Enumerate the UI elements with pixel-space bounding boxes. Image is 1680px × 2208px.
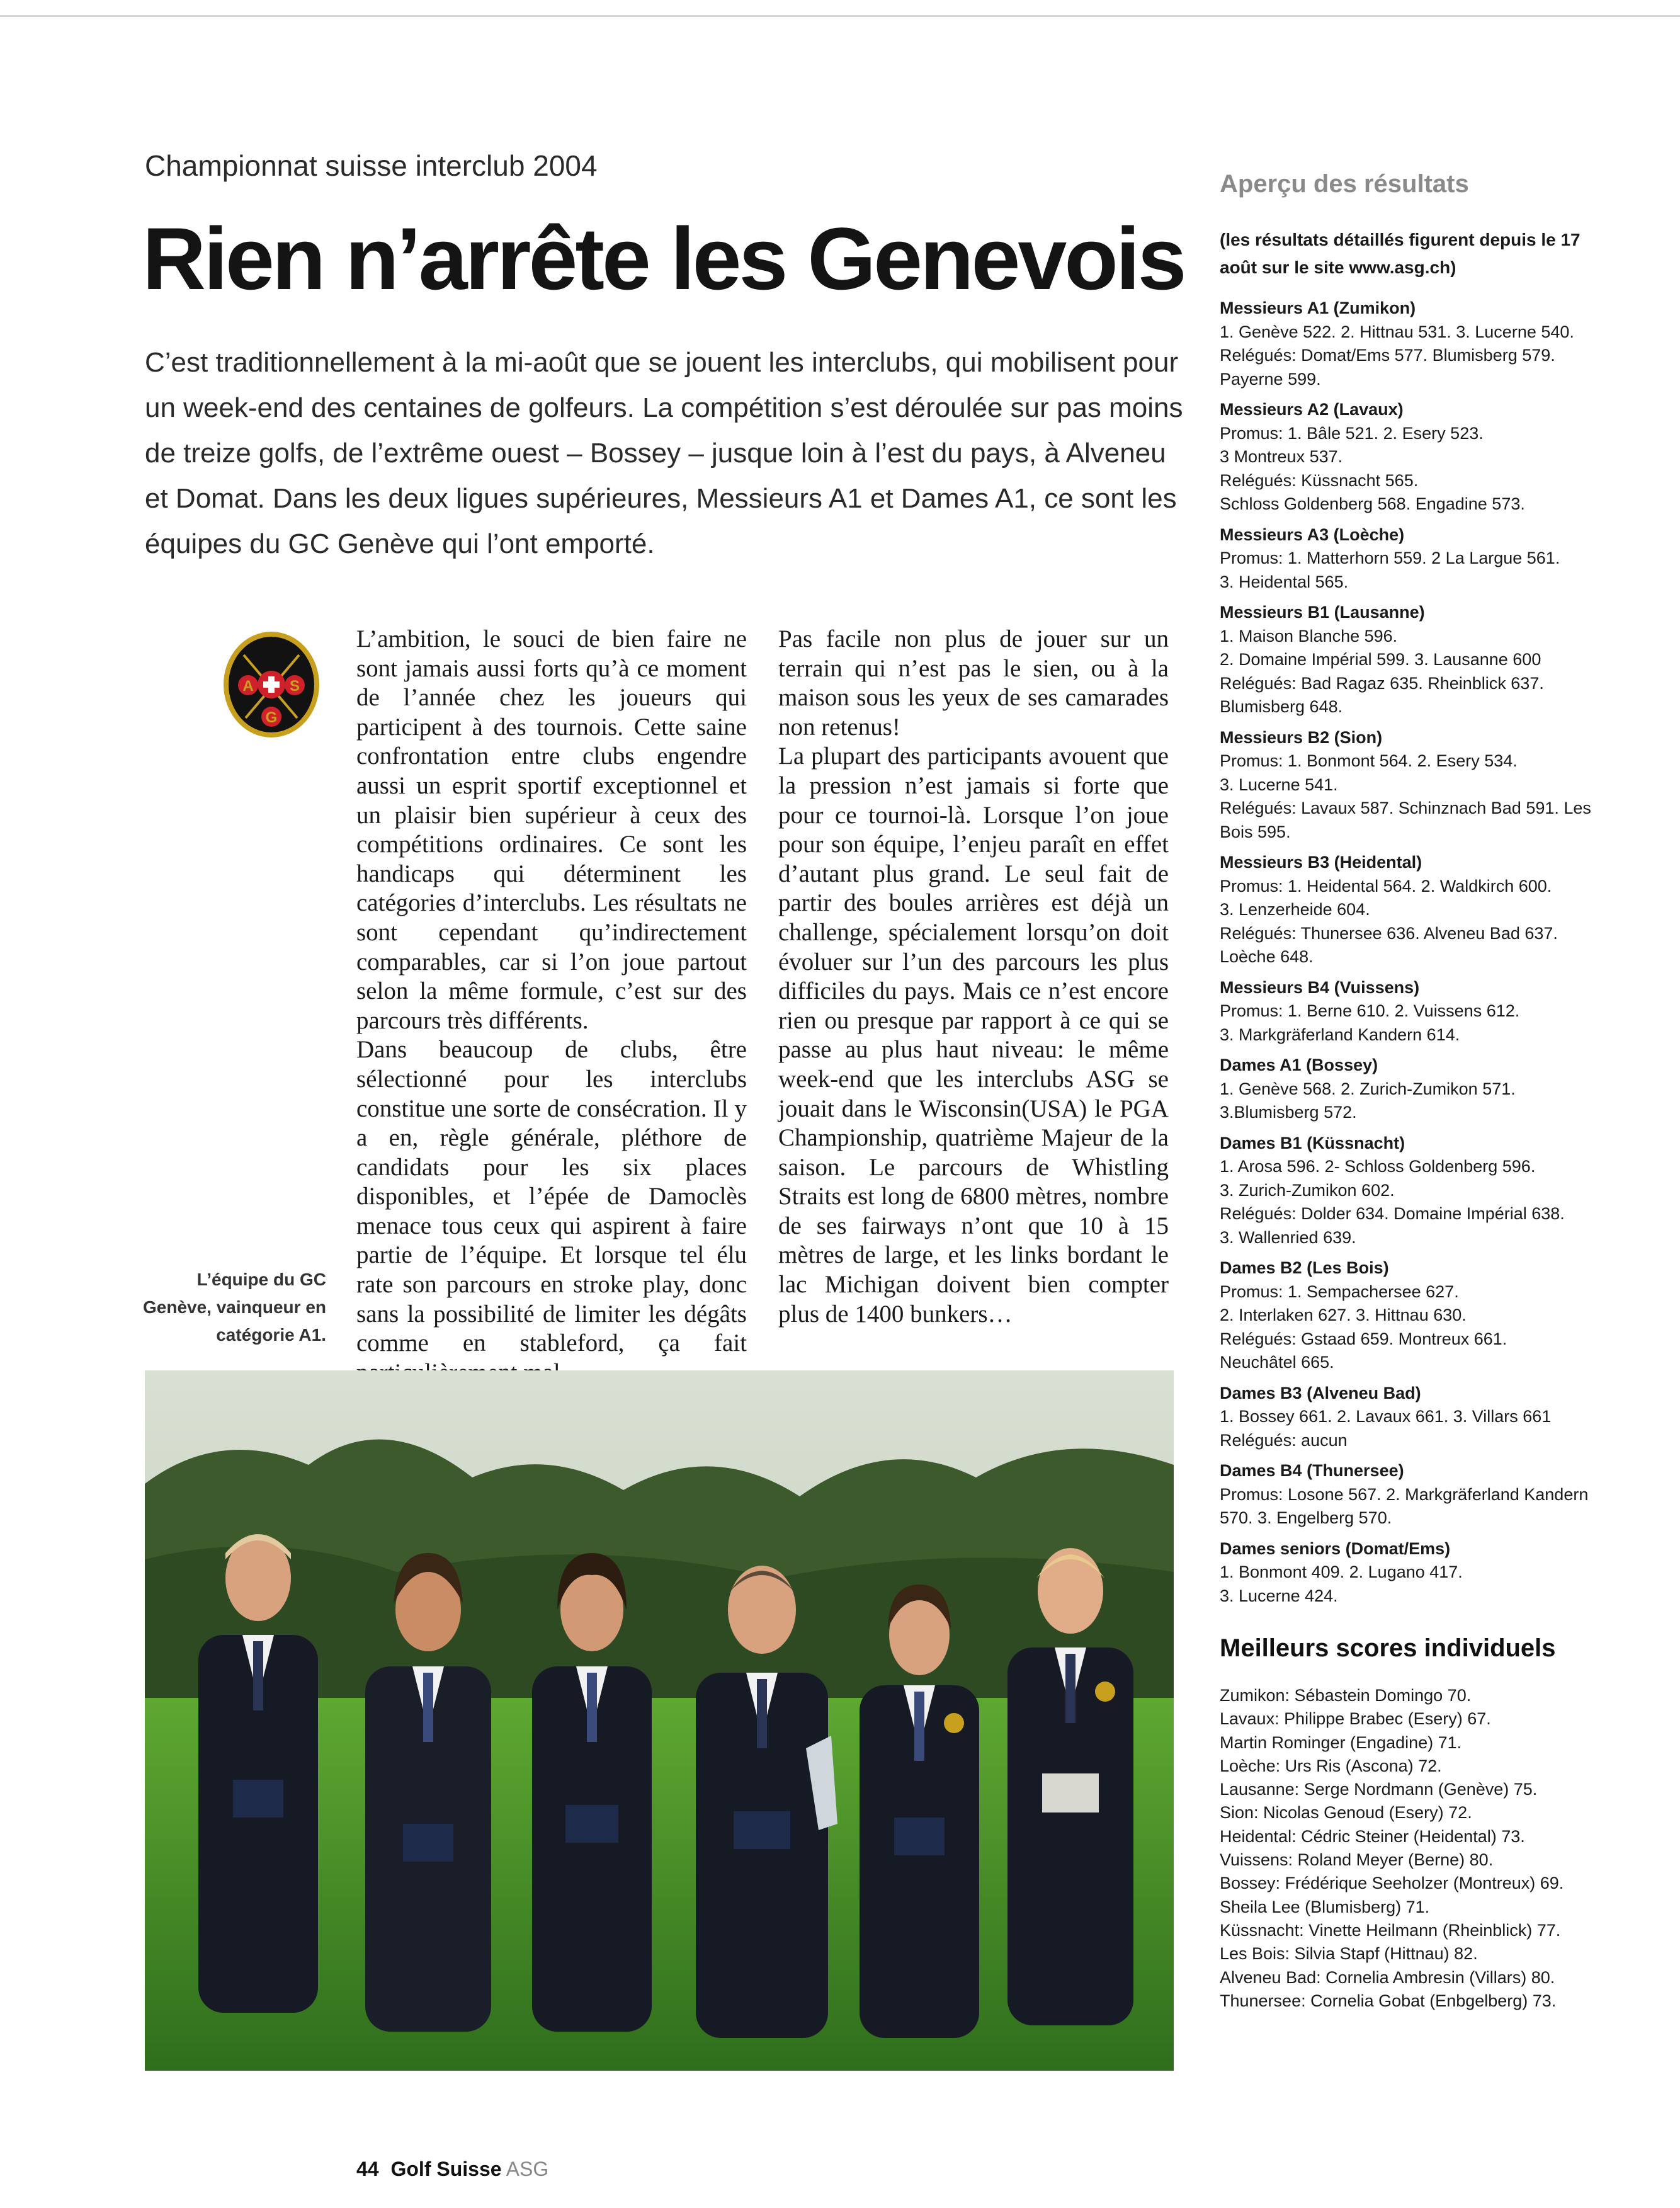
score-line: Les Bois: Silvia Stapf (Hittnau) 82.: [1220, 1944, 1478, 1964]
result-category: Messieurs A2 (Lavaux): [1220, 400, 1404, 419]
scores-list: [1220, 1684, 1610, 2013]
result-line: Relégués: Dolder 634. Domaine Impérial 638.: [1220, 1204, 1565, 1223]
result-category: Dames B3 (Alveneu Bad): [1220, 1383, 1421, 1403]
result-line: Promus: 1. Matterhorn 559. 2 La Largue 561.: [1220, 549, 1560, 567]
result-line: Promus: 1. Bâle 521. 2. Esery 523.: [1220, 423, 1484, 443]
result-line: Payerne 599.: [1220, 369, 1321, 389]
result-block: [1220, 601, 1610, 719]
result-block: [1220, 1537, 1610, 1608]
result-block: [1220, 851, 1610, 969]
result-line: 3 Montreux 537.: [1220, 447, 1343, 466]
result-line: 1. Genève 568. 2. Zurich-Zumikon 571.: [1220, 1079, 1516, 1098]
result-block: [1220, 523, 1610, 595]
score-line: Vuissens: Roland Meyer (Berne) 80.: [1220, 1850, 1494, 1870]
sidebar-title: Aperçu des résultats: [1220, 170, 1469, 198]
score-line: Martin Rominger (Engadine) 71.: [1220, 1733, 1462, 1752]
result-category: Messieurs A1 (Zumikon): [1220, 299, 1416, 317]
result-category: Dames B2 (Les Bois): [1220, 1258, 1389, 1277]
score-line: Thunersee: Cornelia Gobat (Enbgelberg) 73.: [1220, 1991, 1557, 2010]
score-line: Lausanne: Serge Nordmann (Genève) 75.: [1220, 1780, 1538, 1799]
score-line: Alveneu Bad: Cornelia Ambresin (Villars) 80.: [1220, 1967, 1555, 1987]
result-line: Promus: 1. Berne 610. 2. Vuissens 612.: [1220, 1001, 1520, 1020]
result-category: Dames B4 (Thunersee): [1220, 1461, 1404, 1480]
result-line: Relégués: Lavaux 587. Schinznach Bad 591. Les: [1220, 799, 1591, 817]
result-category: Dames B1 (Küssnacht): [1220, 1133, 1405, 1152]
result-category: Messieurs B2 (Sion): [1220, 727, 1383, 747]
result-block: [1220, 976, 1610, 1047]
asg-logo: [222, 630, 321, 739]
result-block: [1220, 1054, 1610, 1125]
result-block: [1220, 1132, 1610, 1250]
result-line: 1. Arosa 596. 2- Schloss Goldenberg 596.: [1220, 1157, 1536, 1176]
score-line: Zumikon: Sébastein Domingo 70.: [1220, 1686, 1472, 1705]
result-line: Promus: Losone 567. 2. Markgräferland Kandern: [1220, 1484, 1589, 1504]
result-line: Promus: 1. Bonmont 564. 2. Esery 534.: [1220, 751, 1518, 770]
result-line: Relégués: Bad Ragaz 635. Rheinblick 637.: [1220, 673, 1544, 693]
result-line: Relégués: Thunersee 636. Alveneu Bad 637.: [1220, 923, 1558, 943]
score-line: Sheila Lee (Blumisberg) 71.: [1220, 1897, 1430, 1916]
page-footer: [356, 2158, 548, 2181]
result-line: 3. Heidental 565.: [1220, 572, 1349, 591]
logo-letter-s: S: [289, 678, 300, 695]
page-number: 44: [356, 2158, 379, 2180]
logo-letter-g: G: [265, 709, 278, 726]
sidebar-intro: (les résultats détaillés figurent depuis le 17 août sur le site www.asg.ch): [1220, 230, 1581, 277]
result-line: Relégués: aucun: [1220, 1430, 1348, 1450]
result-line: 3. Wallenried 639.: [1220, 1227, 1356, 1247]
logo-letter-a: A: [242, 678, 254, 695]
result-line: Relégués: Küssnacht 565.: [1220, 470, 1419, 490]
score-line: Sion: Nicolas Genoud (Esery) 72.: [1220, 1803, 1472, 1823]
result-line: 3. Lucerne 541.: [1220, 775, 1338, 794]
result-line: Loèche 648.: [1220, 947, 1314, 966]
results-sidebar: [1220, 170, 1610, 2013]
kicker: Championnat suisse interclub 2004: [145, 149, 598, 182]
result-category: Dames seniors (Domat/Ems): [1220, 1539, 1451, 1558]
top-rule: [0, 15, 1680, 17]
result-block: [1220, 1256, 1610, 1375]
body-column-2: [778, 625, 1169, 1329]
result-line: Neuchâtel 665.: [1220, 1353, 1334, 1372]
result-category: Messieurs A3 (Loèche): [1220, 525, 1405, 544]
result-line: Relégués: Domat/Ems 577. Blumisberg 579.: [1220, 346, 1555, 365]
score-line: Heidental: Cédric Steiner (Heidental) 73.: [1220, 1826, 1525, 1846]
result-line: Bois 595.: [1220, 822, 1291, 841]
lead-paragraph: C’est traditionnellement à la mi-août que se jouent les interclubs, qui mobilisent pour un week-end des centaines de golfeurs. La compétition s’est déroulée sur pas moins de treize golfs, de l’extrême ouest – Bossey – jusque loin à l’est du pays, à Alveneu et Domat. Dans les deux ligues supérieures, Messieurs A1 et Dames A1, ce sont les équipes du GC Genève qui l’ont emporté.: [145, 347, 1183, 559]
body-column-1: [356, 625, 747, 1387]
results-list: [1220, 297, 1610, 1608]
result-block: [1220, 726, 1610, 845]
result-line: 1. Maison Blanche 596.: [1220, 626, 1398, 646]
body-paragraph: Pas facile non plus de jouer sur un terrain qui n’est pas le sien, ou à la maison sous les yeux de ses camarades non retenus!: [778, 625, 1169, 741]
score-line: Küssnacht: Vinette Heilmann (Rheinblick) 77.: [1220, 1920, 1561, 1940]
result-block: [1220, 398, 1610, 516]
result-line: 3. Lucerne 424.: [1220, 1586, 1338, 1605]
result-block: [1220, 1382, 1610, 1453]
headline: Rien n’arrête les Genevois: [142, 209, 1184, 308]
result-line: 2. Domaine Impérial 599. 3. Lausanne 600: [1220, 650, 1541, 669]
result-line: Schloss Goldenberg 568. Engadine 573.: [1220, 494, 1525, 513]
result-line: 1. Bossey 661. 2. Lavaux 661. 3. Villars 661: [1220, 1407, 1552, 1426]
body-paragraph: La plupart des participants avouent que la pression n’est jamais si forte que pour ce tournoi-là. Lorsque l’on joue pour son équipe, l’enjeu paraît en effet d’autant plus grand. Le seul fait de partir des boules arrières est déjà un challenge, spécialement lorsqu’on doit évoluer sur l’un des parcours les plus difficiles du pays. Mais ce n’est encore rien ou presque par rapport à ce qui se passe au plus haut niveau: le même week-end que les interclubs ASG se jouait dans le Wisconsin(USA) le PGA Championship, quatrième Majeur de la saison. Le parcours de Whistling Straits est long de 6800 mètres, nombre de ses fairways n’ont que 10 à 15 mètres de large, et les links bordant le lac Michigan doivent bien compter plus de 1400 bunkers…: [778, 743, 1169, 1328]
result-category: Messieurs B3 (Heidental): [1220, 853, 1422, 872]
result-block: [1220, 297, 1610, 391]
score-line: Bossey: Frédérique Seeholzer (Montreux) 69.: [1220, 1874, 1564, 1893]
organization-name: ASG: [506, 2158, 549, 2180]
result-category: Messieurs B4 (Vuissens): [1220, 977, 1420, 997]
result-line: 570. 3. Engelberg 570.: [1220, 1508, 1392, 1527]
result-line: 1. Bonmont 409. 2. Lugano 417.: [1220, 1562, 1463, 1581]
result-line: Relégués: Gstaad 659. Montreux 661.: [1220, 1329, 1507, 1348]
team-photo: [145, 1370, 1174, 2071]
score-line: Loèche: Urs Ris (Ascona) 72.: [1220, 1756, 1442, 1775]
photo-caption: L’équipe du GC Genève, vainqueur en catégorie A1.: [143, 1270, 326, 1345]
result-line: 3. Markgräferland Kandern 614.: [1220, 1025, 1460, 1044]
result-category: Messieurs B1 (Lausanne): [1220, 603, 1425, 622]
result-line: 2. Interlaken 627. 3. Hittnau 630.: [1220, 1306, 1467, 1324]
result-block: [1220, 1459, 1610, 1530]
result-line: 1. Genève 522. 2. Hittnau 531. 3. Lucerne 540.: [1220, 322, 1574, 341]
result-line: 3.Blumisberg 572.: [1220, 1103, 1357, 1122]
result-category: Dames A1 (Bossey): [1220, 1056, 1378, 1074]
result-line: Blumisberg 648.: [1220, 697, 1343, 716]
result-line: 3. Lenzerheide 604.: [1220, 900, 1370, 919]
score-line: Lavaux: Philippe Brabec (Esery) 67.: [1220, 1709, 1491, 1729]
result-line: Promus: 1. Sempachersee 627.: [1220, 1282, 1459, 1301]
result-line: 3. Zurich-Zumikon 602.: [1220, 1180, 1395, 1200]
scores-title: Meilleurs scores individuels: [1220, 1634, 1556, 1662]
body-paragraph: Dans beaucoup de clubs, être sélectionné pour les interclubs constitue une sorte de consécration. Il y a en, règle générale, pléthore de candidats pour les six places disponibles, et l’épée de Damoclès menace tous ceux qui aspirent à faire partie de l’équipe. Et lorsque tel élu rate son parcours en stroke play, donc sans la possibilité de limiter les dégâts comme en stableford, ça fait: [356, 1036, 747, 1357]
result-line: Promus: 1. Heidental 564. 2. Waldkirch 600.: [1220, 876, 1552, 896]
magazine-name: Golf Suisse: [390, 2158, 502, 2180]
body-paragraph: L’ambition, le souci de bien faire ne sont jamais aussi forts qu’à ce moment de l’année chez les joueurs qui participent à des tournois. Cette saine confrontation entre clubs engendre aussi un esprit sportif exceptionnel et un plaisir bien supérieur à ceux des compétitions ordinaires. Ce sont les handicaps qui déterminent les catégories d’interclubs. Les résultats ne sont cependant qu’indirectement comparables, car si l’on joue partout selon la même formule, c’est sur des parcours très différents.: [356, 625, 747, 1034]
